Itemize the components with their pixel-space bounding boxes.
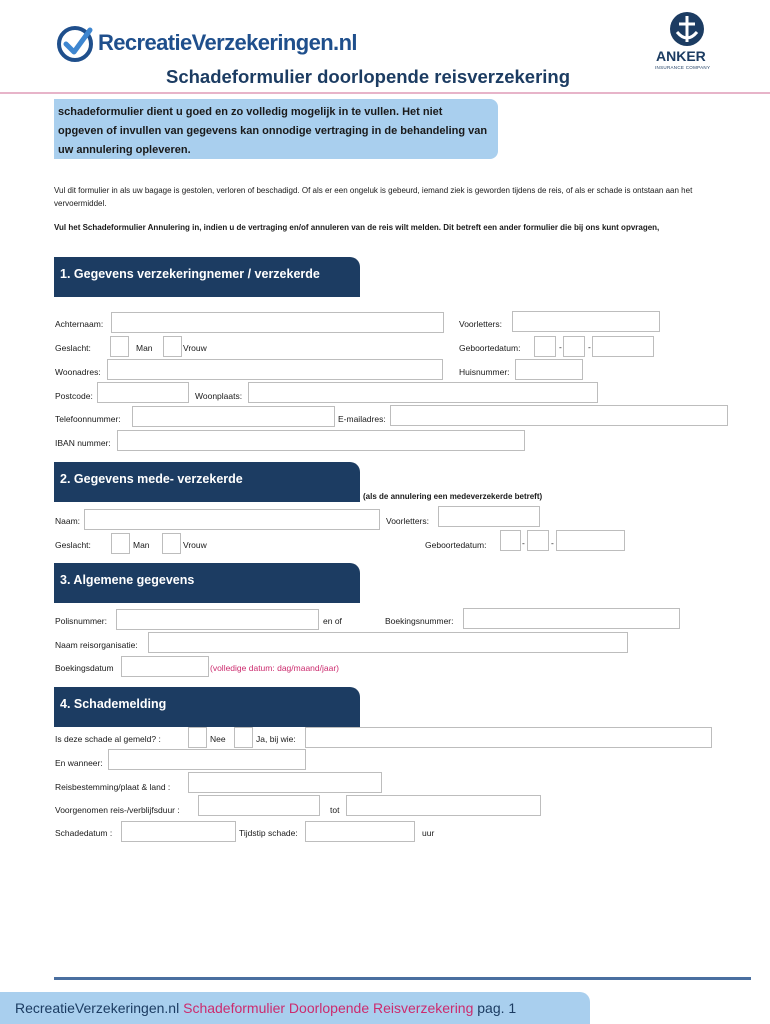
ja-label: Ja, bij wie: — [256, 734, 296, 744]
tijdstip-field[interactable] — [305, 821, 415, 842]
nee-label: Nee — [210, 734, 226, 744]
gemeld-label: Is deze schade al gemeld? : — [55, 734, 161, 744]
page-title: Schadeformulier doorlopende reisverzekering — [166, 66, 571, 87]
voorletters-field[interactable] — [512, 311, 660, 332]
brand-logo — [56, 24, 357, 64]
woonplaats-field[interactable] — [248, 382, 598, 403]
reisorganisatie-field[interactable] — [148, 632, 628, 653]
wanneer-field[interactable] — [108, 749, 306, 770]
telefoon-label: Telefoonnummer: — [55, 414, 121, 424]
checkmark-logo-icon — [56, 24, 96, 64]
anker-subtext: INSURANCE COMPANY — [655, 65, 711, 70]
achternaam-label: Achternaam: — [55, 319, 104, 329]
iban-field[interactable] — [117, 430, 525, 451]
logo-text: RecreatieVerzekeringen.nl — [98, 30, 357, 55]
uur-label: uur — [422, 828, 435, 838]
vrouw-2-checkbox[interactable] — [162, 533, 181, 554]
boekingsnummer-field[interactable] — [463, 608, 680, 629]
duur-van-field[interactable] — [198, 795, 320, 816]
geboortedatum-year-field[interactable] — [592, 336, 654, 357]
geboortedatum-2-month-field[interactable] — [527, 530, 549, 551]
ja-checkbox[interactable] — [234, 727, 253, 748]
vrouw-checkbox[interactable] — [163, 336, 182, 357]
email-field[interactable] — [390, 405, 728, 426]
footer-bar — [0, 992, 590, 1024]
geslacht-2-label: Geslacht: — [55, 540, 91, 550]
date-separator: - — [559, 342, 562, 352]
geboortedatum-2-day-field[interactable] — [500, 530, 521, 551]
footer-brand: RecreatieVerzekeringen.nl — [15, 1000, 180, 1016]
man-2-label: Man — [133, 540, 150, 550]
section-1-header: 1. Gegevens verzekeringnemer / verzekerde — [54, 257, 360, 297]
polisnummer-label: Polisnummer: — [55, 616, 107, 626]
schadedatum-label: Schadedatum : — [55, 828, 113, 838]
geslacht-label: Geslacht: — [55, 343, 91, 353]
naam-label: Naam: — [55, 516, 81, 526]
vrouw-2-label: Vrouw — [183, 540, 207, 550]
geboortedatum-2-label: Geboortedatum: — [425, 540, 487, 550]
postcode-field[interactable] — [97, 382, 189, 403]
anker-logo — [652, 10, 724, 72]
woonadres-field[interactable] — [107, 359, 443, 380]
schadedatum-field[interactable] — [121, 821, 236, 842]
bestemming-field[interactable] — [188, 772, 382, 793]
voorletters-2-field[interactable] — [438, 506, 540, 527]
anchor-icon — [668, 10, 706, 48]
polisnummer-field[interactable] — [116, 609, 319, 630]
naam-field[interactable] — [84, 509, 380, 530]
section-2-header: 2. Gegevens mede- verzekerde — [54, 462, 360, 502]
intro-text: schadeformulier dient u goed en zo volledig mogelijk in te vullen. Het niet opgeven of invullen van gegevens kan onnodige vertraging in de behandeling van uw annulering opleveren. — [58, 106, 488, 156]
instruction-paragraph-2: Vul het Schadeformulier Annulering in, indien u de vertraging en/of annuleren van de reis wilt melden. Dit betreft een ander formulier die bij ons kunt opvragen, — [54, 223, 660, 232]
boekingsdatum-field[interactable] — [121, 656, 209, 677]
tijdstip-label: Tijdstip schade: — [239, 828, 298, 838]
section-4-header: 4. Schademelding — [54, 687, 360, 727]
footer-page-number: pag. 1 — [477, 1000, 517, 1016]
woonadres-label: Woonadres: — [55, 367, 101, 377]
nee-checkbox[interactable] — [188, 727, 207, 748]
geboortedatum-label: Geboortedatum: — [459, 343, 521, 353]
vrouw-label: Vrouw — [183, 343, 207, 353]
geboortedatum-day-field[interactable] — [534, 336, 556, 357]
boekingsdatum-label: Boekingsdatum — [55, 663, 114, 673]
geboortedatum-month-field[interactable] — [563, 336, 585, 357]
huisnummer-label: Huisnummer: — [459, 367, 510, 377]
date-separator: - — [522, 538, 525, 548]
iban-label: IBAN nummer: — [55, 438, 111, 448]
footer-rule — [54, 977, 751, 980]
duur-label: Voorgenomen reis-/verblijfsduur : — [55, 805, 180, 815]
section-3-header: 3. Algemene gegevens — [54, 563, 360, 603]
achternaam-field[interactable] — [111, 312, 444, 333]
date-separator: - — [551, 538, 554, 548]
duur-tot-field[interactable] — [346, 795, 541, 816]
voorletters-2-label: Voorletters: — [386, 516, 429, 526]
en-of-label: en of — [323, 616, 342, 626]
gemeld-bij-wie-field[interactable] — [305, 727, 712, 748]
intro-box — [54, 99, 498, 159]
footer-document-name: Schadeformulier Doorlopende Reisverzekering — [183, 1000, 474, 1016]
email-label: E-mailadres: — [338, 414, 386, 424]
woonplaats-label: Woonplaats: — [195, 391, 243, 401]
boekingsnummer-label: Boekingsnummer: — [385, 616, 454, 626]
wanneer-label: En wanneer: — [55, 758, 103, 768]
huisnummer-field[interactable] — [515, 359, 583, 380]
man-checkbox[interactable] — [110, 336, 129, 357]
anker-text: ANKER — [656, 48, 706, 64]
man-label: Man — [136, 343, 153, 353]
date-separator: - — [588, 342, 591, 352]
header-divider — [0, 92, 770, 94]
tot-label: tot — [330, 805, 340, 815]
medeverzekerde-note: (als de annulering een medeverzekerde betreft) — [363, 492, 543, 501]
datum-hint: (volledige datum: dag/maand/jaar) — [210, 663, 339, 673]
postcode-label: Postcode: — [55, 391, 93, 401]
instruction-paragraph-1: Vul dit formulier in als uw bagage is gestolen, verloren of beschadigd. Of als er een ongeluk is gebeurd, iemand ziek is geworden tijdens de reis, of als er schade is ontstaan aan het vervoermiddel. — [54, 186, 693, 208]
voorletters-label: Voorletters: — [459, 319, 502, 329]
bestemming-label: Reisbestemming/plaat & land : — [55, 782, 171, 792]
reisorganisatie-label: Naam reisorganisatie: — [55, 640, 138, 650]
geboortedatum-2-year-field[interactable] — [556, 530, 625, 551]
telefoon-field[interactable] — [132, 406, 335, 427]
man-2-checkbox[interactable] — [111, 533, 130, 554]
